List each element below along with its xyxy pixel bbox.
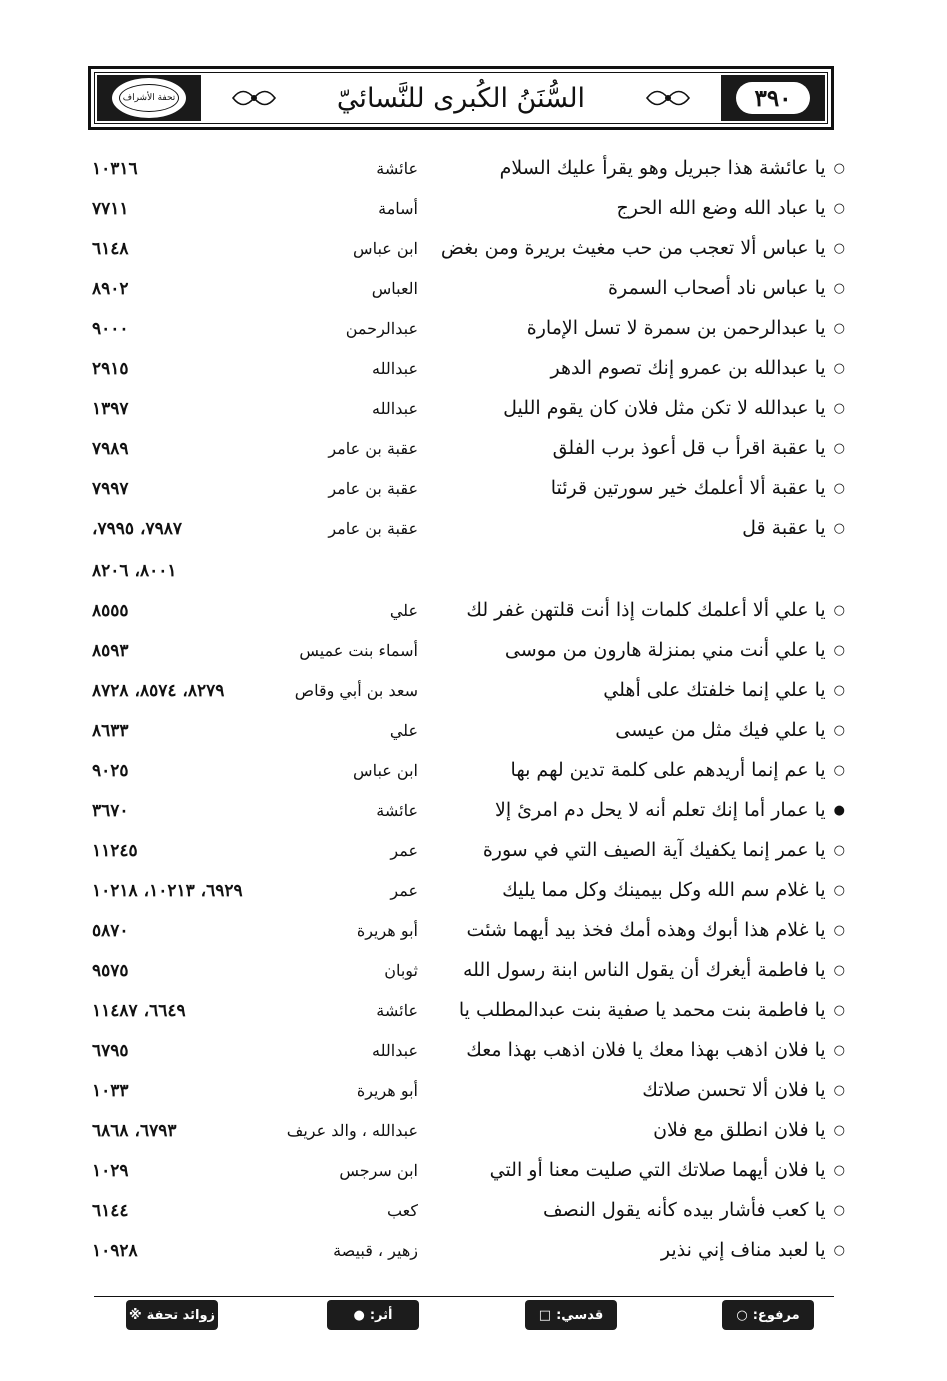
index-row	[0, 268, 947, 308]
hadith-numbers: ٦٦٤٩، ١١٤٨٧	[92, 1001, 186, 1021]
index-row	[0, 1070, 947, 1110]
index-row-continuation	[0, 550, 947, 590]
hadith-incipit: ○يا علي إنما خلفتك على أهلي	[425, 672, 845, 709]
hadith-numbers: ١٠٩٢٨	[92, 1241, 138, 1261]
hadith-numbers: ٦٧٩٣، ٦٨٦٨	[92, 1121, 177, 1141]
narrator: عائشة	[376, 159, 418, 178]
narrator: عقبة بن عامر	[328, 439, 418, 458]
legend-symbol: ○	[736, 1307, 748, 1323]
page-number: ٣٩٠	[736, 82, 810, 114]
narrator: عمر	[390, 881, 418, 900]
hadith-type-mark: ○	[833, 281, 845, 296]
legend-zawaid	[126, 1300, 218, 1330]
index-row	[0, 308, 947, 348]
hadith-numbers: ٧٩٩٧	[92, 479, 129, 499]
hadith-type-mark: ○	[833, 201, 845, 216]
narrator: علي	[389, 601, 418, 620]
footer-rule	[94, 1296, 834, 1297]
narrator: عقبة بن عامر	[328, 519, 418, 538]
legend-label: مرفوع:	[752, 1307, 800, 1323]
hadith-type-mark: ○	[833, 763, 845, 778]
header-ornament-left	[231, 83, 277, 113]
hadith-type-mark: ○	[833, 441, 845, 456]
hadith-numbers: ٨٩٠٢	[92, 279, 129, 299]
index-row	[0, 830, 947, 870]
hadith-numbers: ٣٦٧٠	[92, 801, 129, 821]
hadith-type-mark: ○	[833, 481, 845, 496]
hadith-numbers: ٦٩٢٩، ١٠٢١٣، ١٠٢١٨	[92, 881, 243, 901]
hadith-type-mark: ○	[833, 361, 845, 376]
index-row	[0, 348, 947, 388]
hadith-numbers: ٩٥٧٥	[92, 961, 129, 981]
index-row	[0, 1150, 947, 1190]
book-logo-text: تحفة الأشراف	[119, 84, 179, 112]
hadith-incipit: ○يا علي أنت مني بمنزلة هارون من موسى	[425, 632, 845, 669]
hadith-incipit: ○يا فاطمة بنت محمد يا صفية بنت عبدالمطلب يا	[425, 992, 845, 1029]
hadith-incipit: ○يا فلان انطلق مع فلان	[425, 1112, 845, 1149]
narrator: ابن عباس	[353, 761, 418, 780]
hadith-incipit: ○يا عقبة ألا أعلمك خير سورتين قرئتا	[425, 470, 845, 507]
legend-symbol: □	[538, 1307, 552, 1323]
narrator: العباس	[371, 279, 418, 298]
hadith-incipit: ○يا فاطمة أيغرك أن يقول الناس ابنة رسول الله	[425, 952, 845, 989]
hadith-incipit: ○يا عبدالرحمن بن سمرة لا تسل الإمارة	[425, 310, 845, 347]
legend-label: أثر:	[369, 1307, 393, 1323]
hadith-type-mark: ○	[833, 1083, 845, 1098]
index-row	[0, 508, 947, 548]
narrator: سعد بن أبي وقاص	[294, 681, 418, 700]
hadith-incipit: ○يا عبدالله لا تكن مثل فلان كان يقوم الليل	[425, 390, 845, 427]
hadith-type-mark: ○	[833, 723, 845, 738]
index-row	[0, 710, 947, 750]
hadith-type-mark: ○	[833, 401, 845, 416]
legend-athar	[327, 1300, 419, 1330]
index-row	[0, 990, 947, 1030]
book-title: السُّنَنُ الكُبرى للنَّسائيّ	[336, 82, 586, 114]
hadith-type-mark: ○	[833, 1043, 845, 1058]
hadith-incipit: ○يا فلان ألا تحسن صلاتك	[425, 1072, 845, 1109]
hadith-type-mark: ○	[833, 241, 845, 256]
book-logo-box	[97, 75, 201, 121]
hadith-incipit: ○يا فلان اذهب بهذا معك يا فلان اذهب بهذا معك	[425, 1032, 845, 1069]
narrator: عبدالله ، والد عريف	[286, 1121, 418, 1140]
legend-label: زوائد تحفة	[146, 1307, 216, 1323]
hadith-numbers: ٧٩٨٩	[92, 439, 129, 459]
narrator: عمر	[390, 841, 418, 860]
hadith-incipit: ○يا فلان أيهما صلاتك التي صليت معنا أو التي	[425, 1152, 845, 1189]
hadith-type-mark: ●	[833, 803, 845, 818]
index-row	[0, 1030, 947, 1070]
hadith-incipit: ○يا عم إنما أريدهم على كلمة تدين لهم بها	[425, 752, 845, 789]
hadith-numbers: ٨٥٩٣	[92, 641, 129, 661]
page-number-box	[721, 75, 825, 121]
index-row	[0, 950, 947, 990]
hadith-numbers: ٧٧١١	[92, 199, 129, 219]
hadith-numbers: ٨٥٥٥	[92, 601, 129, 621]
hadith-type-mark: ○	[833, 963, 845, 978]
narrator: أبو هريرة	[356, 921, 418, 940]
hadith-type-mark: ○	[833, 683, 845, 698]
narrator: عائشة	[376, 1001, 418, 1020]
hadith-numbers: ١٠٣٣	[92, 1081, 129, 1101]
narrator: عقبة بن عامر	[328, 479, 418, 498]
legend-symbol: ※	[128, 1307, 142, 1323]
legend-label: قدسي:	[556, 1307, 604, 1323]
index-row	[0, 590, 947, 630]
hadith-type-mark: ○	[833, 843, 845, 858]
index-row	[0, 148, 947, 188]
hadith-type-mark: ○	[833, 1203, 845, 1218]
hadith-type-mark: ○	[833, 883, 845, 898]
index-row	[0, 1230, 947, 1270]
hadith-numbers: ١٠٢٩	[92, 1161, 129, 1181]
hadith-incipit: ○يا عبدالله بن عمرو إنك تصوم الدهر	[425, 350, 845, 387]
index-row	[0, 910, 947, 950]
narrator: كعب	[386, 1201, 418, 1220]
hadith-numbers: ٧٩٨٧، ٧٩٩٥،	[92, 519, 182, 539]
index-row	[0, 388, 947, 428]
narrator: ثوبان	[384, 961, 418, 980]
hadith-incipit: ○يا عباس ألا تعجب من حب مغيث بريرة ومن بغض	[425, 230, 845, 267]
narrator: أسماء بنت عميس	[299, 641, 418, 660]
hadith-numbers: ٦١٤٤	[92, 1201, 129, 1221]
index-row	[0, 750, 947, 790]
index-row	[0, 1110, 947, 1150]
hadith-incipit: ○يا غلام سم الله وكل بيمينك وكل مما يليك	[425, 872, 845, 909]
narrator: أسامة	[378, 199, 418, 218]
hadith-incipit: ○يا غلام هذا أبوك وهذه أمك فخذ بيد أيهما شئت	[425, 912, 845, 949]
index-row	[0, 228, 947, 268]
hadith-numbers: ٨٢٧٩، ٨٥٧٤، ٨٧٢٨	[92, 681, 225, 701]
hadith-type-mark: ○	[833, 1163, 845, 1178]
hadith-incipit: ○يا عباد الله وضع الله الحرج	[425, 190, 845, 227]
narrator: زهير ، قبيصة	[333, 1241, 418, 1260]
narrator: عبدالله	[372, 359, 418, 378]
index-row	[0, 428, 947, 468]
hadith-numbers: ٨٠٠١، ٨٢٠٦	[92, 561, 177, 581]
hadith-incipit: ○يا علي ألا أعلمك كلمات إذا أنت قلتهن غفر لك	[425, 592, 845, 629]
hadith-incipit: ○يا عقبة اقرأ ب قل أعوذ برب الفلق	[425, 430, 845, 467]
hadith-incipit: ○يا عقبة قل	[425, 510, 845, 547]
narrator: أبو هريرة	[356, 1081, 418, 1100]
hadith-incipit: ○يا عمر إنما يكفيك آية الصيف التي في سورة	[425, 832, 845, 869]
hadith-numbers: ١٣٩٧	[92, 399, 129, 419]
index-row	[0, 1190, 947, 1230]
hadith-type-mark: ○	[833, 1003, 845, 1018]
hadith-type-mark: ○	[833, 603, 845, 618]
page-header	[88, 66, 834, 130]
narrator: عبدالله	[372, 399, 418, 418]
index-row	[0, 188, 947, 228]
legend-marfu	[722, 1300, 814, 1330]
hadith-type-mark: ○	[833, 1123, 845, 1138]
hadith-numbers: ٩٠٠٠	[92, 319, 129, 339]
hadith-numbers: ٢٩١٥	[92, 359, 129, 379]
index-row	[0, 468, 947, 508]
hadith-incipit: ○يا عباس ناد أصحاب السمرة	[425, 270, 845, 307]
narrator: عبدالله	[372, 1041, 418, 1060]
header-ornament-right	[645, 83, 691, 113]
hadith-numbers: ١٠٣١٦	[92, 159, 138, 179]
hadith-type-mark: ○	[833, 521, 845, 536]
hadith-type-mark: ○	[833, 161, 845, 176]
index-row	[0, 870, 947, 910]
hadith-numbers: ٨٦٣٣	[92, 721, 129, 741]
narrator: علي	[389, 721, 418, 740]
index-row	[0, 790, 947, 830]
hadith-numbers: ٦١٤٨	[92, 239, 129, 259]
legend-qudsi	[525, 1300, 617, 1330]
narrator: عائشة	[376, 801, 418, 820]
hadith-type-mark: ○	[833, 643, 845, 658]
index-row	[0, 630, 947, 670]
hadith-incipit: ○يا عائشة هذا جبريل وهو يقرأ عليك السلام	[425, 150, 845, 187]
hadith-numbers: ٦٧٩٥	[92, 1041, 129, 1061]
index-row	[0, 670, 947, 710]
hadith-type-mark: ○	[833, 321, 845, 336]
hadith-numbers: ٥٨٧٠	[92, 921, 129, 941]
hadith-incipit: ○يا لعبد مناف إني نذير	[425, 1232, 845, 1269]
legend-symbol: ●	[353, 1307, 365, 1323]
hadith-incipit: ●يا عمار أما إنك تعلم أنه لا يحل دم امرئ إلا	[425, 792, 845, 829]
hadith-incipit: ○يا كعب فأشار بيده كأنه يقول النصف	[425, 1192, 845, 1229]
hadith-numbers: ١١٢٤٥	[92, 841, 138, 861]
hadith-incipit: ○يا علي فيك مثل من عيسى	[425, 712, 845, 749]
narrator: عبدالرحمن	[345, 319, 418, 338]
narrator: ابن سرجس	[339, 1161, 418, 1180]
hadith-type-mark: ○	[833, 1243, 845, 1258]
hadith-numbers: ٩٠٢٥	[92, 761, 129, 781]
narrator: ابن عباس	[353, 239, 418, 258]
book-logo	[112, 78, 186, 118]
hadith-type-mark: ○	[833, 923, 845, 938]
